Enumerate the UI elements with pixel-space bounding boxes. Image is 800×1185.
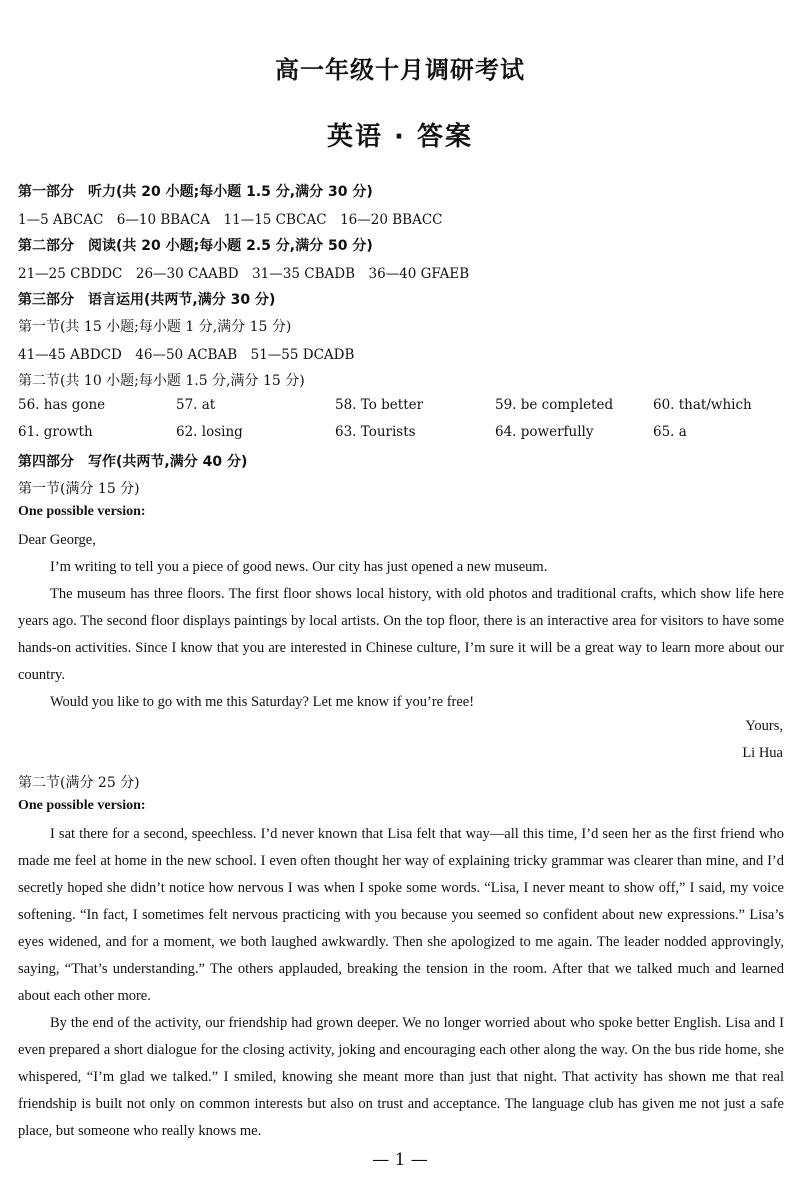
part3-section1-answers: 41—45 ABDCD 46—50 ACBAB 51—55 DCADB: [18, 347, 355, 363]
fill-answer: 61. growth: [18, 424, 93, 440]
fill-answer: 59. be completed: [495, 397, 614, 413]
part2-heading: 第二部分 阅读(共 20 小题;每小题 2.5 分,满分 50 分): [18, 238, 373, 254]
fill-answer: 65. a: [653, 424, 687, 440]
part4-section2-heading: 第二节(满分 25 分): [18, 775, 140, 791]
fill-answer: 57. at: [176, 397, 216, 413]
part2-answers: 21—25 CBDDC 26—30 CAABD 31—35 CBADB 36—40 GFAEB: [18, 266, 470, 282]
part1-heading: 第一部分 听力(共 20 小题;每小题 1.5 分,满分 30 分): [18, 184, 373, 200]
exam-title: 高一年级十月调研考试: [275, 56, 525, 84]
letter-paragraph: I’m writing to tell you a piece of good news. Our city has just opened a new museum.: [50, 559, 548, 575]
fill-answer: 60. that/which: [653, 397, 752, 413]
part4-heading: 第四部分 写作(共两节,满分 40 分): [18, 454, 248, 470]
story-paragraph: I sat there for a second, speechless. I’d never known that Lisa felt that way—all this time, I’d seen her as the first friend who made me feel at home in the new school. I even often thought her way of explaining tricky grammar was clearer than mine, and I’d secretly hoped she didn’t notice how nervous I was when I spoke some words. “Lisa, I never meant to show off,” I said, my voice softening. “In fact, I sometimes felt nervous practicing with you because you seemed so confident about new expressions.” Lisa’s eyes widened, and for a moment, we both laughed awkwardly. Then she apologized to me again. The leader nodded approvingly, saying, “That’s understanding.” The others applauded, breaking the tension in the room. After that we talked much and learned about each other more.: [18, 826, 784, 1004]
version-label: One possible version:: [18, 798, 146, 813]
letter-paragraph: The museum has three floors. The first floor shows local history, with old photos and traditional crafts, which show life here years ago. The second floor displays paintings by local artists. On the top floor, there is an interactive area for visitors to have some hands-on activities. Since I know that you are interested in Chinese culture, I’m sure it will be a great way to learn more about our country.: [18, 586, 784, 683]
story-paragraph: By the end of the activity, our friendship had grown deeper. We no longer worried about who spoke better English. Lisa and I even prepared a short dialogue for the closing activity, joking and encouraging each other along the way. On the bus ride home, she whispered, “I’m glad we talked.” I smiled, knowing she meant more than just that night. That activity has shown me that real friendship is built not only on common interests but also on trust and acceptance. The language club has given me not just a safe place, but someone who really knows me.: [18, 1015, 784, 1139]
page-number: — 1 —: [372, 1150, 428, 1170]
part3-section1-heading: 第一节(共 15 小题;每小题 1 分,满分 15 分): [18, 319, 292, 335]
fill-answer: 64. powerfully: [495, 424, 594, 440]
fill-answer: 63. Tourists: [335, 424, 416, 440]
fill-answer: 58. To better: [335, 397, 424, 413]
part3-heading: 第三部分 语言运用(共两节,满分 30 分): [18, 292, 276, 308]
fill-answer: 62. losing: [176, 424, 243, 440]
letter-signature: Li Hua: [742, 745, 783, 761]
letter-paragraph: Would you like to go with me this Saturday? Let me know if you’re free!: [50, 694, 475, 710]
part4-section1-heading: 第一节(满分 15 分): [18, 481, 140, 497]
fill-answer: 56. has gone: [18, 397, 106, 413]
exam-subtitle: 英语 · 答案: [327, 122, 473, 152]
part1-answers: 1—5 ABCAC 6—10 BBACA 11—15 CBCAC 16—20 BBACC: [18, 212, 443, 228]
part3-section2-heading: 第二节(共 10 小题;每小题 1.5 分,满分 15 分): [18, 373, 305, 389]
letter-greeting: Dear George,: [18, 532, 96, 548]
letter-closing: Yours,: [745, 718, 783, 734]
version-label: One possible version:: [18, 504, 146, 519]
